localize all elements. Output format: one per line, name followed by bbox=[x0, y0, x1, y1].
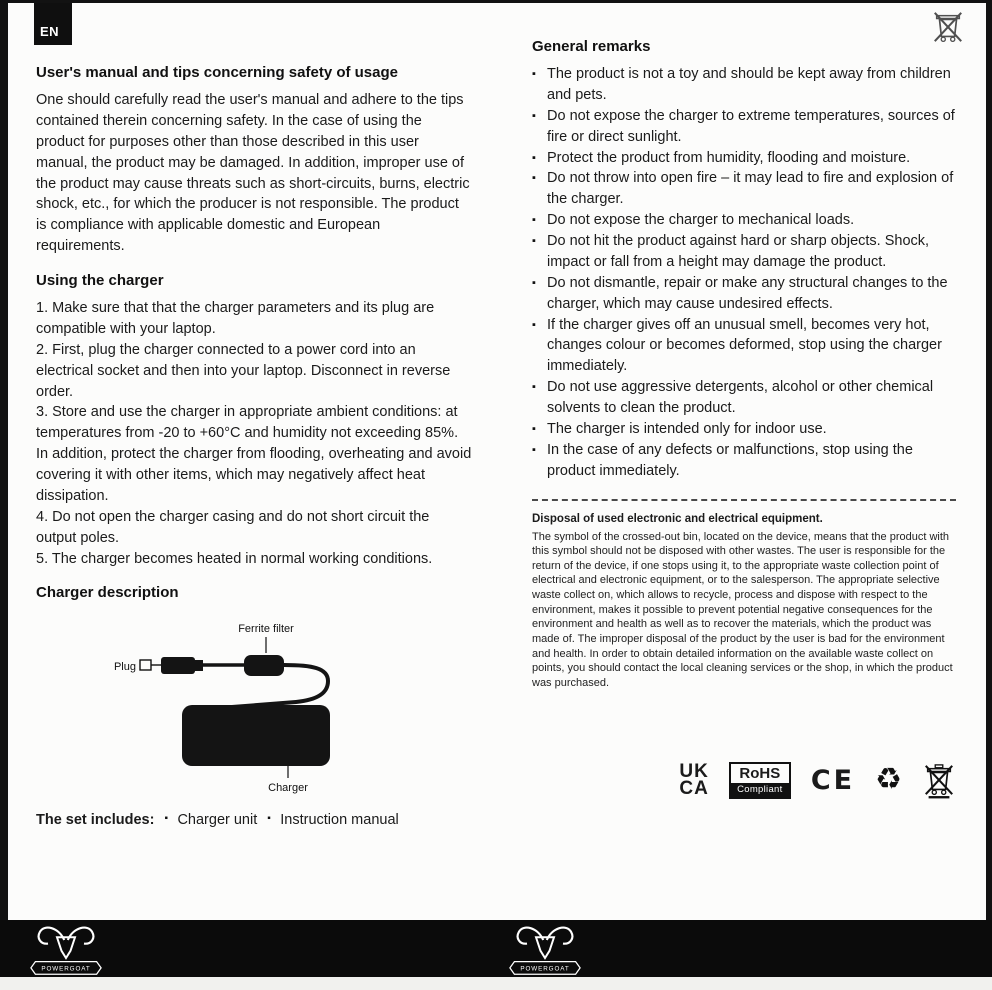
page-edge-left bbox=[0, 0, 8, 980]
ukca-mark-bottom: CA bbox=[679, 778, 709, 800]
remark-item: ▪ Do not hit the product against hard or sharp objects. Shock, impact or fall from a height may damage the product. bbox=[532, 231, 956, 273]
ferrite-filter-shape bbox=[244, 655, 284, 676]
charger-description-heading: Charger description bbox=[36, 584, 179, 602]
weee-crossed-bin-icon bbox=[922, 760, 956, 800]
powergoat-logo bbox=[509, 922, 581, 976]
dashed-divider bbox=[532, 499, 956, 501]
charger-brick-shape bbox=[182, 705, 330, 766]
charger-step: 1. Make sure that that the charger parameters and its plug are compatible with your laptop. bbox=[36, 300, 435, 337]
charger-diagram bbox=[36, 610, 456, 796]
charger-step: 3. Store and use the charger in appropriate ambient conditions: at temperatures from -20 to +60°C and humidity not exceeding 85%. In addition, protect the charger from flooding, overheating and avoid covering it with other items, which may negatively affect heat dissipation. bbox=[36, 404, 472, 504]
charger-step: 4. Do not open the charger casing and do not short circuit the output poles. bbox=[36, 508, 430, 546]
set-includes-row bbox=[36, 812, 472, 828]
language-badge-label: EN bbox=[40, 24, 60, 39]
rohs-mark bbox=[729, 762, 791, 799]
disposal-body: The symbol of the crossed-out bin, located on the device, means that the product with this symbol should not be disposed with other wastes. The user is responsible for the return of the device, if one stops using it, to the appropriate waste collection point of electrical and electronic equipment, or to the salesperson. The appropriate selective waste collect on, which allows to recycle, process and dispose with respect to the environment, makes it possible to prevent potential negative consequences for the environment and health as well as to recover the materials, which the product was made of. The improper disposal of the product by the user is bad for the environment and health. In order to obtain detailed information on the available waste collect on points, you should contact the local cleaning services or the shop, in which the product was purchased. bbox=[532, 530, 953, 689]
charger-diagram-drawing bbox=[36, 610, 456, 796]
set-includes-item: ▪ Instruction manual bbox=[267, 812, 398, 828]
remark-item: ▪ In the case of any defects or malfunctions, stop using the product immediately. bbox=[532, 440, 956, 482]
plug-label: Plug bbox=[113, 661, 136, 674]
remark-item: ▪ Do not throw into open fire – it may lead to fire and explosion of the charger. bbox=[532, 168, 956, 210]
right-column bbox=[532, 38, 956, 800]
remark-item: ▪ Do not expose the charger to mechanical loads. bbox=[532, 210, 956, 231]
language-badge bbox=[34, 3, 72, 45]
powergoat-logo-text: POWERGOAT bbox=[41, 965, 91, 973]
recycle-icon: ♻ bbox=[875, 762, 902, 798]
set-includes-item: ▪ Charger unit bbox=[164, 812, 257, 828]
ferrite-filter-label: Ferrite filter bbox=[238, 623, 294, 636]
general-remarks-list bbox=[532, 64, 956, 482]
rohs-mark-label: RoHS bbox=[739, 764, 781, 782]
rohs-mark-sublabel: Compliant bbox=[731, 783, 789, 797]
safety-section-heading: User's manual and tips concerning safety of usage bbox=[36, 64, 398, 81]
remark-item: ▪ The product is not a toy and should be kept away from children and pets. bbox=[532, 64, 956, 106]
remark-item: ▪ If the charger gives off an unusual smell, becomes very hot, changes colour or becomes deformed, stop using the charger immediately. bbox=[532, 315, 956, 378]
ukca-mark-top: UK bbox=[679, 761, 709, 783]
disposal-heading: Disposal of used electronic and electrical equipment. bbox=[532, 512, 823, 525]
page-edge-right bbox=[986, 0, 992, 980]
set-includes-label: The set includes: bbox=[36, 812, 155, 829]
remark-item: ▪ Do not use aggressive detergents, alcohol or other chemical solvents to clean the product. bbox=[532, 377, 956, 419]
remark-item: ▪ The charger is intended only for indoor use. bbox=[532, 419, 956, 440]
charger-step: 2. First, plug the charger connected to a power cord into an electrical socket and then into your laptop. Disconnect in reverse order. bbox=[36, 341, 451, 400]
remark-item: ▪ Do not dismantle, repair or make any structural changes to the charger, which may cause undesired effects. bbox=[532, 273, 956, 315]
page-edge-top bbox=[0, 0, 992, 3]
footer-bottom-strip bbox=[0, 977, 992, 990]
footer-bar bbox=[0, 920, 992, 977]
charger-label: Charger bbox=[268, 782, 308, 795]
safety-section-body: One should carefully read the user's manual and adhere to the tips contained therein concerning safety. In the case of using the product for purposes other than those described in this user manual, the product may be damaged. In addition, improper use of the product may cause threats such as short-circuits, burns, electric shock, etc., for which the producer is not responsible. The product is compliance with applicable domestic and European requirements. bbox=[36, 92, 470, 255]
charger-step: 5. The charger becomes heated in normal working conditions. bbox=[36, 550, 433, 567]
left-column bbox=[36, 64, 472, 828]
remark-item: ▪ Protect the product from humidity, flooding and moisture. bbox=[532, 148, 956, 169]
general-remarks-heading: General remarks bbox=[532, 38, 651, 55]
using-charger-steps bbox=[36, 298, 472, 569]
plug-callout-box bbox=[140, 660, 151, 670]
ce-mark: CE bbox=[810, 764, 856, 796]
plug-connector-shape bbox=[161, 657, 195, 674]
powergoat-logo bbox=[30, 922, 102, 976]
remark-item: ▪ Do not expose the charger to extreme temperatures, sources of fire or direct sunlight. bbox=[532, 106, 956, 148]
ukca-mark bbox=[679, 761, 709, 800]
using-charger-heading: Using the charger bbox=[36, 272, 164, 289]
powergoat-logo-text: POWERGOAT bbox=[520, 965, 570, 973]
certification-marks bbox=[532, 760, 956, 800]
